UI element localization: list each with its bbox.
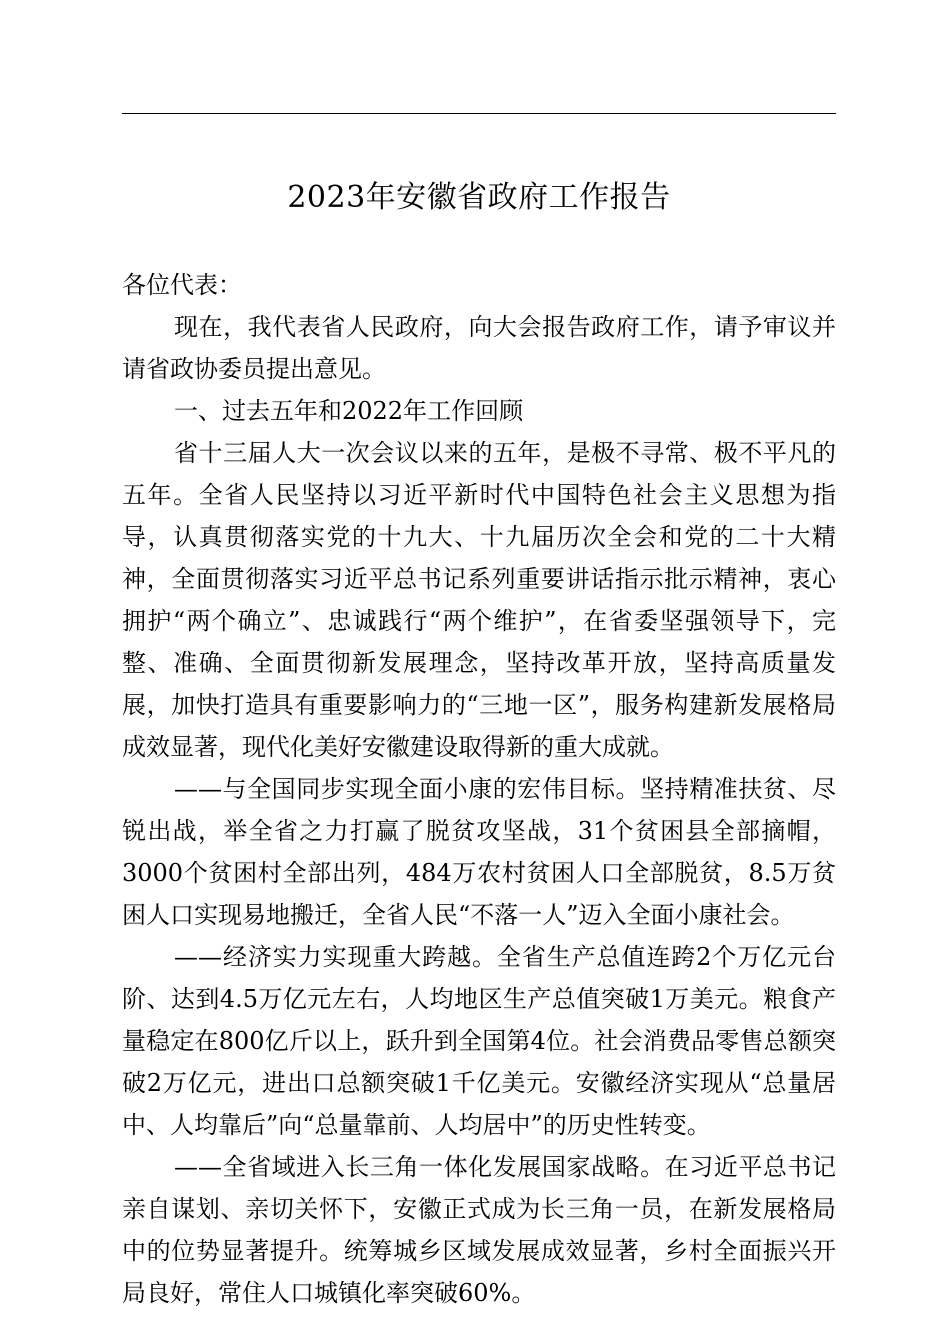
paragraph-five-years: 省十三届人大一次会议以来的五年，是极不寻常、极不平凡的五年。全省人民坚持以习近平新时代中国特色社会主义思想为指导，认真贯彻落实党的十九大、十九届历次全会和党的二十大精神，全面贯彻落实习近平总书记系列重要讲话指示批示精神，衷心拥护“两个确立”、忠诚践行“两个维护”，在省委坚强领导下，完整、准确、全面贯彻新发展理念，坚持改革开放，坚持高质量发展，加快打造具有重要影响力的“三地一区”，服务构建新发展格局成效显著，现代化美好安徽建设取得新的重大成就。 xyxy=(122,439,836,761)
paragraph-poverty: ——与全国同步实现全面小康的宏伟目标。坚持精准扶贫、尽锐出战，举全省之力打赢了脱贫攻坚战，31个贫困县全部摘帽，3000个贫困村全部出列，484万农村贫困人口全部脱贫，8.5万贫困人口实现易地搬迁，全省人民“不落一人”迈入全面小康社会。 xyxy=(122,775,836,929)
document-title: 2023年安徽省政府工作报告 xyxy=(287,180,671,215)
section-heading: 一、过去五年和2022年工作回顾 xyxy=(174,397,524,425)
paragraph-yangtze-delta: ——全省域进入长三角一体化发展国家战略。在习近平总书记亲自谋划、亲切关怀下，安徽正式成为长三角一员，在新发展格局中的位势显著提升。统筹城乡区域发展成效显著，乡村全面振兴开局良好，常住人口城镇化率突破60%。 xyxy=(122,1153,836,1307)
document-body xyxy=(122,264,836,1314)
paragraph-economy: ——经济实力实现重大跨越。全省生产总值连跨2个万亿元台阶、达到4.5万亿元左右，人均地区生产总值突破1万美元。粮食产量稳定在800亿斤以上，跃升到全国第4位。社会消费品零售总额突破2万亿元，进出口总额突破1千亿美元。安徽经济实现从“总量居中、人均靠后”向“总量靠前、人均居中”的历史性转变。 xyxy=(122,943,836,1139)
paragraph-opening: 现在，我代表省人民政府，向大会报告政府工作，请予审议并请省政协委员提出意见。 xyxy=(122,313,836,383)
salutation: 各位代表： xyxy=(122,271,242,299)
header-rule xyxy=(122,113,836,114)
